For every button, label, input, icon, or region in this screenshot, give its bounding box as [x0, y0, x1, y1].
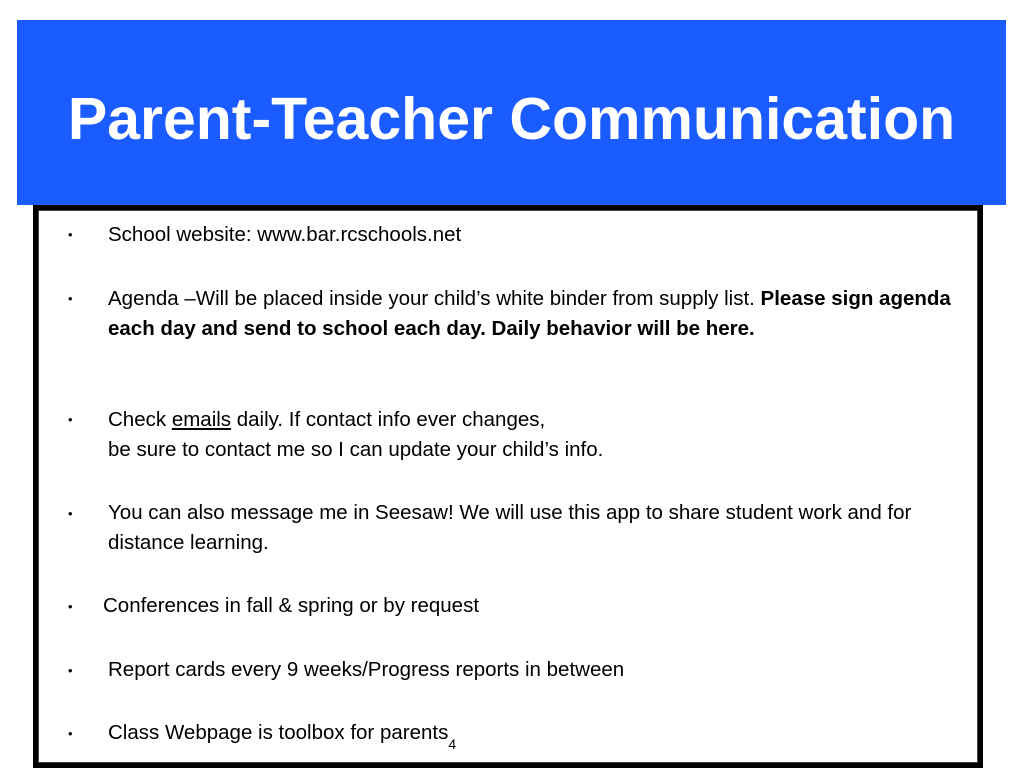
report-cards-text: Report cards every 9 weeks/Progress reports in between — [108, 658, 625, 681]
bullet-icon: • — [68, 227, 73, 242]
list-item-website — [108, 220, 958, 250]
seesaw-text: You can also message me in Seesaw! We will use this app to share student work and for distance learning. — [108, 501, 912, 554]
emails-pre-text: Check — [108, 408, 172, 431]
title-bar — [17, 20, 1006, 205]
slide-title: Parent-Teacher Communication — [67, 86, 956, 152]
bullet-icon: • — [68, 599, 73, 614]
agenda-bold-text: Please sign agenda each day and send to school each day. Daily behavior will be here. — [108, 287, 951, 340]
content-box — [33, 205, 983, 768]
emails-line2-text: be sure to contact me so I can update your child’s info. — [108, 437, 604, 461]
bullet-icon: • — [68, 506, 73, 521]
page-number: 4 — [448, 736, 457, 752]
website-text: School website: www.bar.rcschools.net — [108, 223, 462, 246]
conferences-text: Conferences in fall & spring or by request — [103, 594, 480, 617]
list-item-conferences — [103, 591, 953, 621]
bullet-icon: • — [68, 291, 73, 306]
list-item-seesaw — [108, 498, 958, 557]
agenda-text: Agenda –Will be placed inside your child’s white binder from supply list. — [108, 287, 761, 310]
webpage-text: Class Webpage is toolbox for parents — [108, 721, 449, 744]
emails-link[interactable]: emails — [171, 408, 232, 431]
list-item-webpage — [108, 718, 958, 750]
list-item-report-cards — [108, 655, 958, 685]
emails-post-text: daily. If contact info ever changes, — [231, 408, 546, 431]
bullet-icon: • — [68, 726, 73, 741]
bullet-icon: • — [68, 412, 73, 427]
list-item-emails — [108, 405, 958, 464]
bullet-icon: • — [68, 663, 73, 678]
list-item-agenda — [108, 284, 958, 343]
